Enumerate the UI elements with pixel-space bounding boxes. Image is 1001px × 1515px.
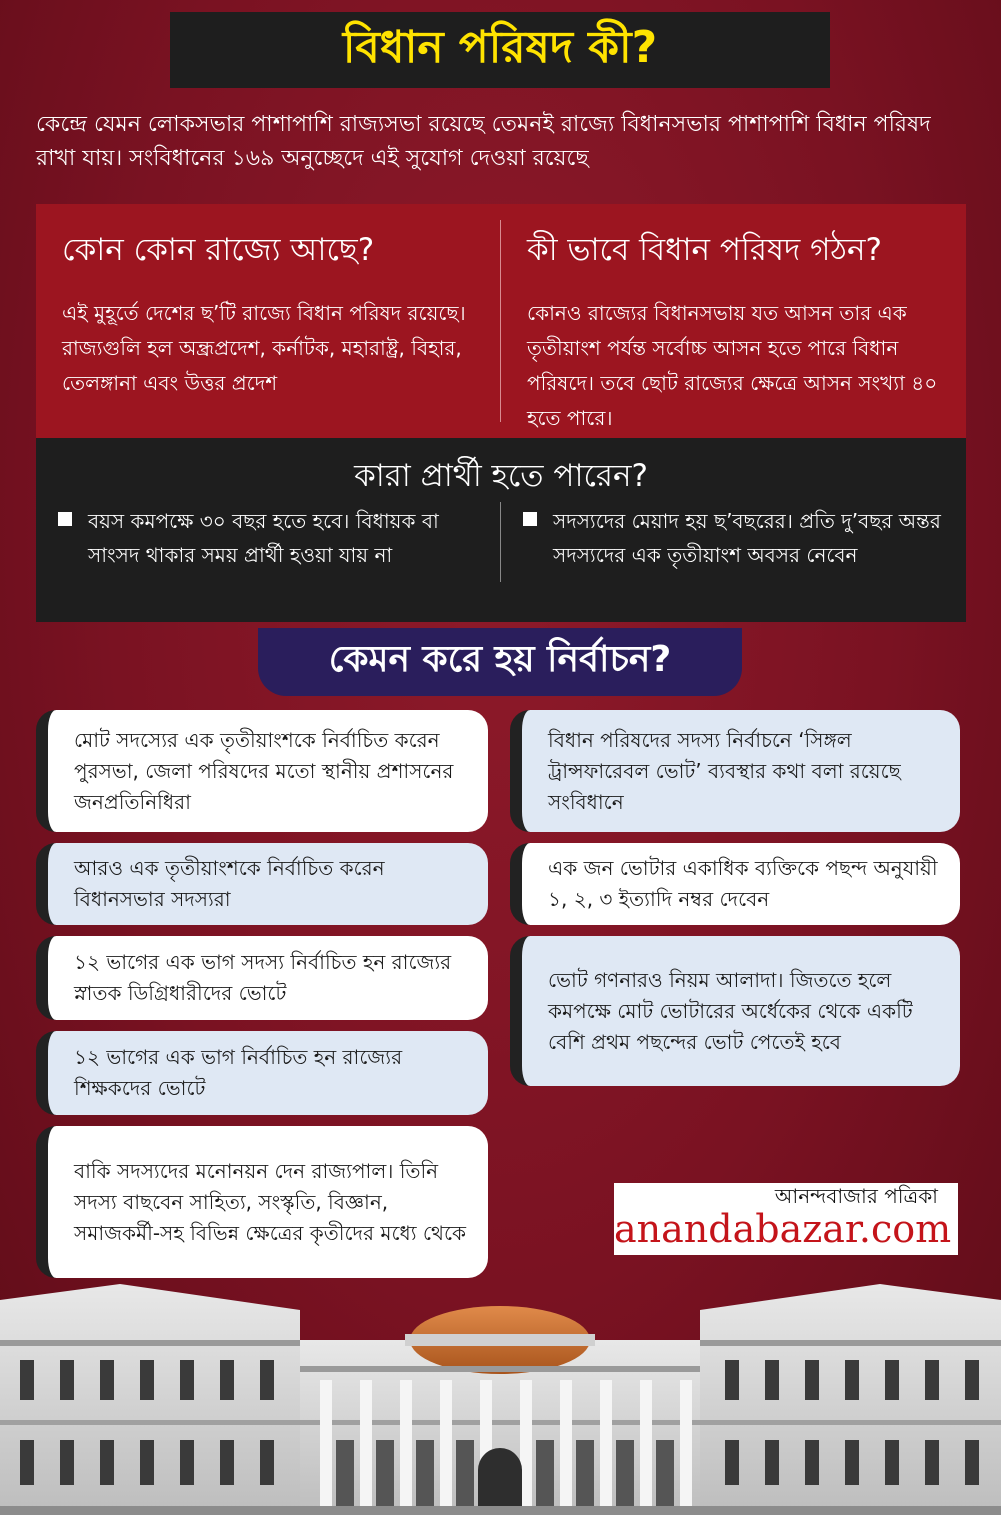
- square-bullet-icon: [523, 512, 537, 526]
- election-card: আরও এক তৃতীয়াংশকে নির্বাচিত করেন বিধানসভার সদস্যরা: [36, 843, 488, 925]
- election-heading: কেমন করে হয় নির্বাচন?: [328, 639, 672, 680]
- candidates-left-text: বয়স কমপক্ষে ৩০ বছর হতে হবে। বিধায়ক বা সাংসদ থাকার সময় প্রার্থী হওয়া যায় না: [88, 509, 439, 567]
- candidates-left: [36, 502, 501, 572]
- assembly-building-image: [0, 1270, 1001, 1515]
- states-column: [36, 204, 501, 438]
- election-card: ১২ ভাগের এক ভাগ নির্বাচিত হন রাজ্যের শিক্ষকদের ভোটে: [36, 1031, 488, 1115]
- formation-column: [501, 204, 966, 438]
- election-card: এক জন ভোটার একাধিক ব্যক্তিকে পছন্দ অনুযায়ী ১, ২, ৩ ইত্যাদি নম্বর দেবেন: [510, 843, 960, 925]
- page-title: বিধান পরিষদ কী?: [342, 21, 658, 73]
- election-card: বিধান পরিষদের সদস্য নির্বাচনে ‘সিঙ্গল ট্রান্সফারেবল ভোট’ ব্যবস্থার কথা বলা রয়েছে সংবিধানে: [510, 710, 960, 832]
- candidates-panel: [36, 438, 966, 622]
- states-text: এই মুহূর্তে দেশের ছ’টি রাজ্যে বিধান পরিষদ রয়েছে। রাজ্যগুলি হল অন্ধ্রপ্রদেশ, কর্নাটক, মহারাষ্ট্র, বিহার, তেলঙ্গানা এবং উত্তর প্রদেশ: [62, 301, 466, 395]
- intro-text: কেন্দ্রে যেমন লোকসভার পাশাপাশি রাজ্যসভা রয়েছে তেমনই রাজ্যে বিধানসভার পাশাপাশি বিধান পরিষদ রাখা যায়। সংবিধানের ১৬৯ অনুচ্ছেদে এই সুযোগ দেওয়া রয়েছে: [36, 112, 931, 171]
- anandabazar-logo[interactable]: [614, 1183, 958, 1255]
- logo-english-text: anandabazar.com: [614, 1207, 952, 1251]
- candidates-right-text: সদস্যদের মেয়াদ হয় ছ’বছরের। প্রতি দু’বছর অন্তর সদস্যদের এক তৃতীয়াংশ অবসর নেবেন: [553, 509, 941, 567]
- logo-bengali-text: আনন্দবাজার পত্রিকা: [774, 1184, 938, 1208]
- formation-text: কোনও রাজ্যের বিধানসভায় যত আসন তার এক তৃতীয়াংশ পর্যন্ত সর্বোচ্চ আসন হতে পারে বিধান পরিষদে। তবে ছোট রাজ্যের ক্ষেত্রে আসন সংখ্যা ৪০ হতে পারে।: [527, 301, 938, 430]
- election-card: ভোট গণনারও নিয়ম আলাদা। জিততে হলে কমপক্ষে মোট ভোটারের অর্ধেকের থেকে একটি বেশি প্রথম পছন্দের ভোট পেতেই হবে: [510, 936, 960, 1086]
- election-card: ১২ ভাগের এক ভাগ সদস্য নির্বাচিত হন রাজ্যের স্নাতক ডিগ্রিধারীদের ভোটে: [36, 936, 488, 1020]
- candidates-heading: কারা প্রার্থী হতে পারেন?: [354, 458, 648, 494]
- info-panel-red: [36, 204, 966, 438]
- title-banner: [170, 12, 830, 88]
- candidates-right: [501, 502, 966, 572]
- election-card: মোট সদস্যের এক তৃতীয়াংশকে নির্বাচিত করেন পুরসভা, জেলা পরিষদের মতো স্থানীয় প্রশাসনের জনপ্রতিনিধিরা: [36, 710, 488, 832]
- states-heading: কোন কোন রাজ্যে আছে?: [62, 232, 375, 268]
- square-bullet-icon: [58, 512, 72, 526]
- election-heading-pill: [258, 628, 742, 696]
- formation-heading: কী ভাবে বিধান পরিষদ গঠন?: [527, 232, 882, 268]
- election-card: বাকি সদস্যদের মনোনয়ন দেন রাজ্যপাল। তিনি সদস্য বাছবেন সাহিত্য, সংস্কৃতি, বিজ্ঞান, সমাজকর্মী-সহ বিভিন্ন ক্ষেত্রের কৃতীদের মধ্যে থেকে: [36, 1126, 488, 1278]
